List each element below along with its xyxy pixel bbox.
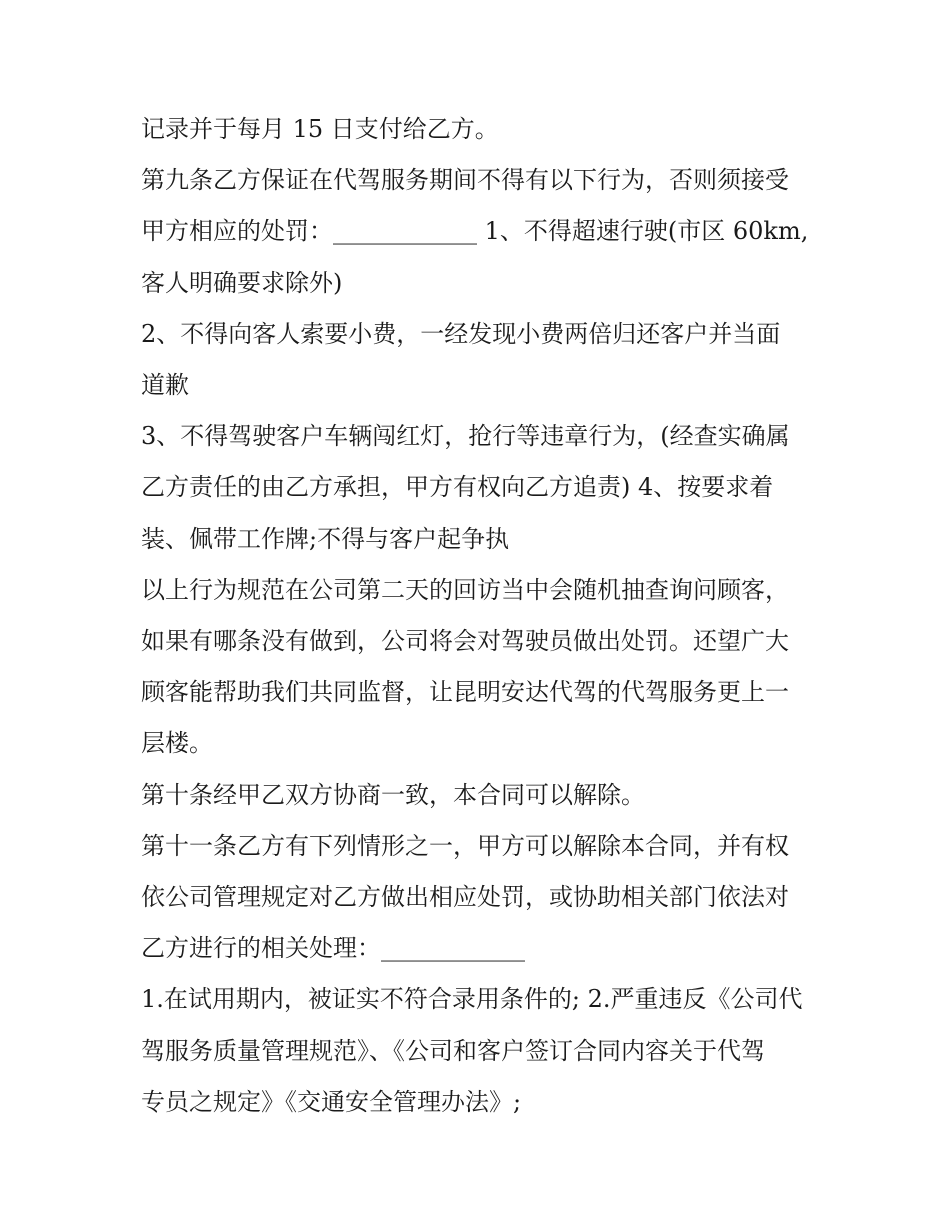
text-line-9: 装、佩带工作牌;不得与客户起争执 [141,524,510,553]
text-line-4: 客人明确要求除外) [141,268,343,297]
text-line-1: 记录并于每月 15 日支付给乙方。 [141,115,499,143]
text-line-18: 1.在试用期内，被证实不符合录用条件的; 2.严重违反《公司代 [141,985,803,1014]
text-line-5: 2、不得向客人索要小费，一经发现小费两倍归还客户并当面 [141,319,781,348]
text-line-3: 甲方相应的处罚：____________ 1、不得超速行驶(市区 60km, [141,217,809,246]
text-line-11: 如果有哪条没有做到，公司将会对驾驶员做出处罚。还望广大 [141,627,789,656]
text-line-7: 3、不得驾驶客户车辆闯红灯，抢行等违章行为，(经查实确属 [141,422,790,451]
text-line-17: 乙方进行的相关处理：____________ [141,934,525,963]
text-line-16: 依公司管理规定对乙方做出相应处罚，或协助相关部门依法对 [141,883,789,912]
text-line-2: 第九条乙方保证在代驾服务期间不得有以下行为，否则须接受 [141,166,789,195]
text-line-19: 驾服务质量管理规范》、《公司和客户签订合同内容关于代驾 [141,1036,765,1065]
contract-text [141,104,821,1128]
text-line-15: 第十一条乙方有下列情形之一，甲方可以解除本合同，并有权 [141,831,789,860]
text-line-13: 层楼。 [141,729,213,758]
text-line-6: 道歉 [141,371,189,400]
text-line-8: 乙方责任的由乙方承担，甲方有权向乙方追责) 4、按要求着 [141,473,774,502]
text-line-10: 以上行为规范在公司第二天的回访当中会随机抽查询问顾客， [141,575,789,604]
text-line-14: 第十条经甲乙双方协商一致，本合同可以解除。 [141,780,645,809]
text-line-12: 顾客能帮助我们共同监督，让昆明安达代驾的代驾服务更上一 [141,678,789,707]
text-line-20: 专员之规定》《交通安全管理办法》; [141,1087,522,1116]
